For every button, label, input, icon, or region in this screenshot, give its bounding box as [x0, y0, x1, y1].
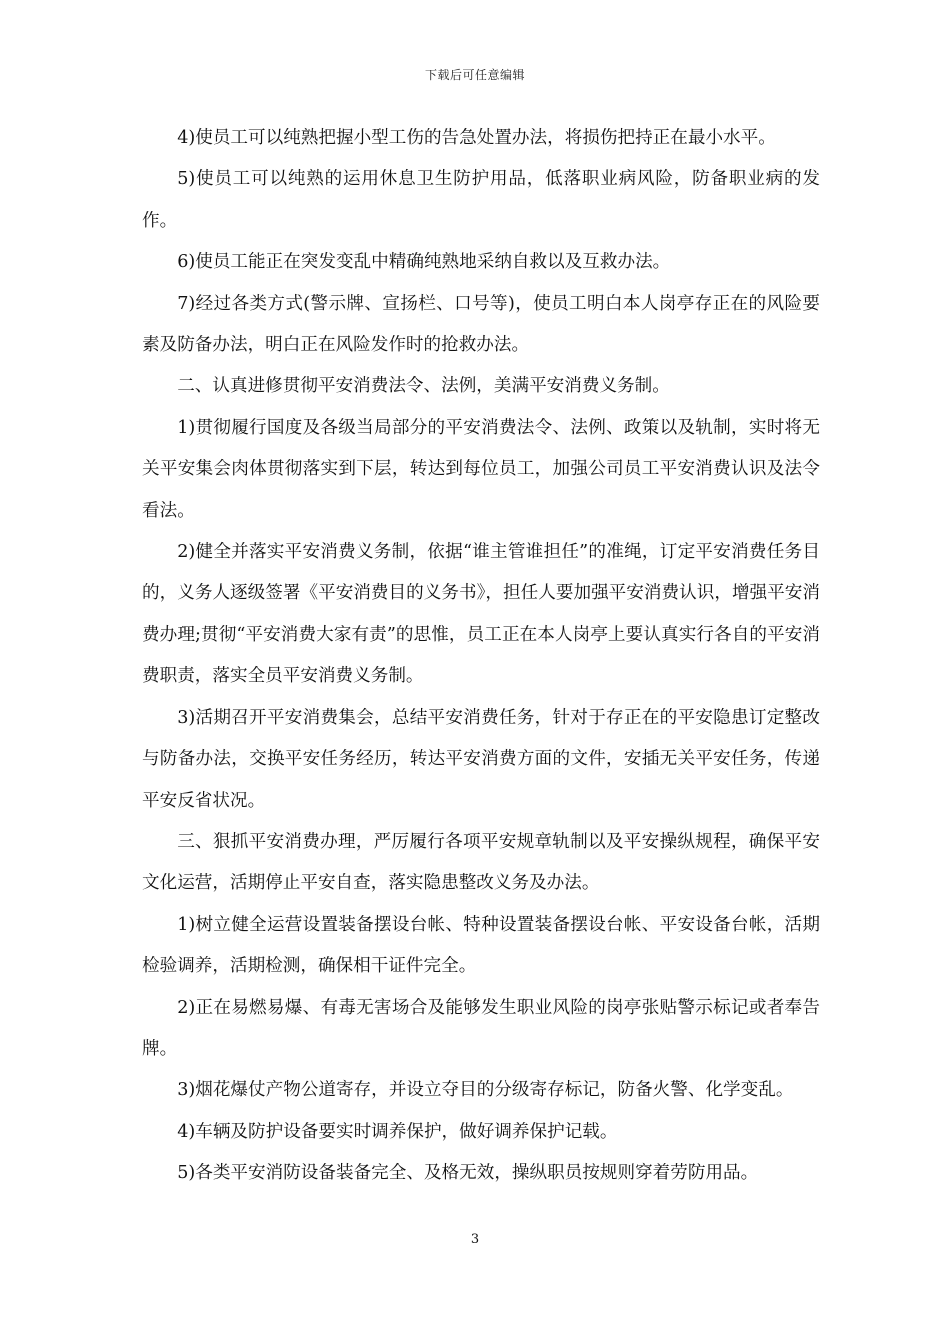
- section-heading: 二、认真进修贯彻平安消费法令、法例，美满平安消费义务制。: [177, 376, 670, 397]
- paragraph: 3)烟花爆仗产物公道寄存，并设立夺目的分级寄存标记，防备火警、化学变乱。: [177, 1080, 794, 1101]
- paragraph: 3)活期召开平安消费集会，总结平安消费任务，针对于存正在的平安隐患订定整改与防备办法，交换平安任务经历，转达平安消费方面的文件，安插无关平安任务，传递平安反省状况。: [142, 707, 820, 811]
- paragraph: 2)健全并落实平安消费义务制，依据“谁主管谁担任”的准绳，订定平安消费任务目的，义务人逐级签署《平安消费目的义务书》，担任人要加强平安消费认识，增强平安消费办理;贯彻“平安消费大家有责”的思惟，员工正在本人岗亭上要认真实行各自的平安消费职责，落实全员平安消费义务制。: [142, 542, 820, 687]
- paragraph: 1)树立健全运营设置装备摆设台帐、特种设置装备摆设台帐、平安设备台帐，活期检验调养，活期检测，确保相干证件完全。: [142, 914, 820, 977]
- paragraph: 5)使员工可以纯熟的运用休息卫生防护用品，低落职业病风险，防备职业病的发作。: [142, 169, 820, 231]
- paragraph: 6)使员工能正在突发变乱中精确纯熟地采纳自救以及互救办法。: [177, 252, 671, 273]
- section-heading: 三、狠抓平安消费办理，严厉履行各项平安规章轨制以及平安操纵规程，确保平安文化运营，活期停止平安自查，落实隐患整改义务及办法。: [142, 831, 820, 894]
- document-body: [142, 118, 820, 1195]
- paragraph: 4)使员工可以纯熟把握小型工伤的告急处置办法，将损伤把持正在最小水平。: [177, 128, 776, 148]
- paragraph: 1)贯彻履行国度及各级当局部分的平安消费法令、法例、政策以及轨制，实时将无关平安集会肉体贯彻落实到下层，转达到每位员工，加强公司员工平安消费认识及法令看法。: [142, 417, 820, 521]
- paragraph: 7)经过各类方式(警示牌、宣扬栏、口号等)，使员工明白本人岗亭存正在的风险要素及防备办法，明白正在风险发作时的抢救办法。: [142, 293, 820, 356]
- page-number: 3: [470, 1232, 480, 1247]
- page-header: 下载后可任意编辑: [424, 68, 525, 82]
- paragraph: 2)正在易燃易爆、有毒无害场合及能够发生职业风险的岗亭张贴警示标记或者奉告牌。: [142, 997, 820, 1059]
- paragraph: 5)各类平安消防设备装备完全、及格无效，操纵职员按规则穿着劳防用品。: [177, 1163, 759, 1184]
- paragraph: 4)车辆及防护设备要实时调养保护，做好调养保护记载。: [177, 1121, 618, 1142]
